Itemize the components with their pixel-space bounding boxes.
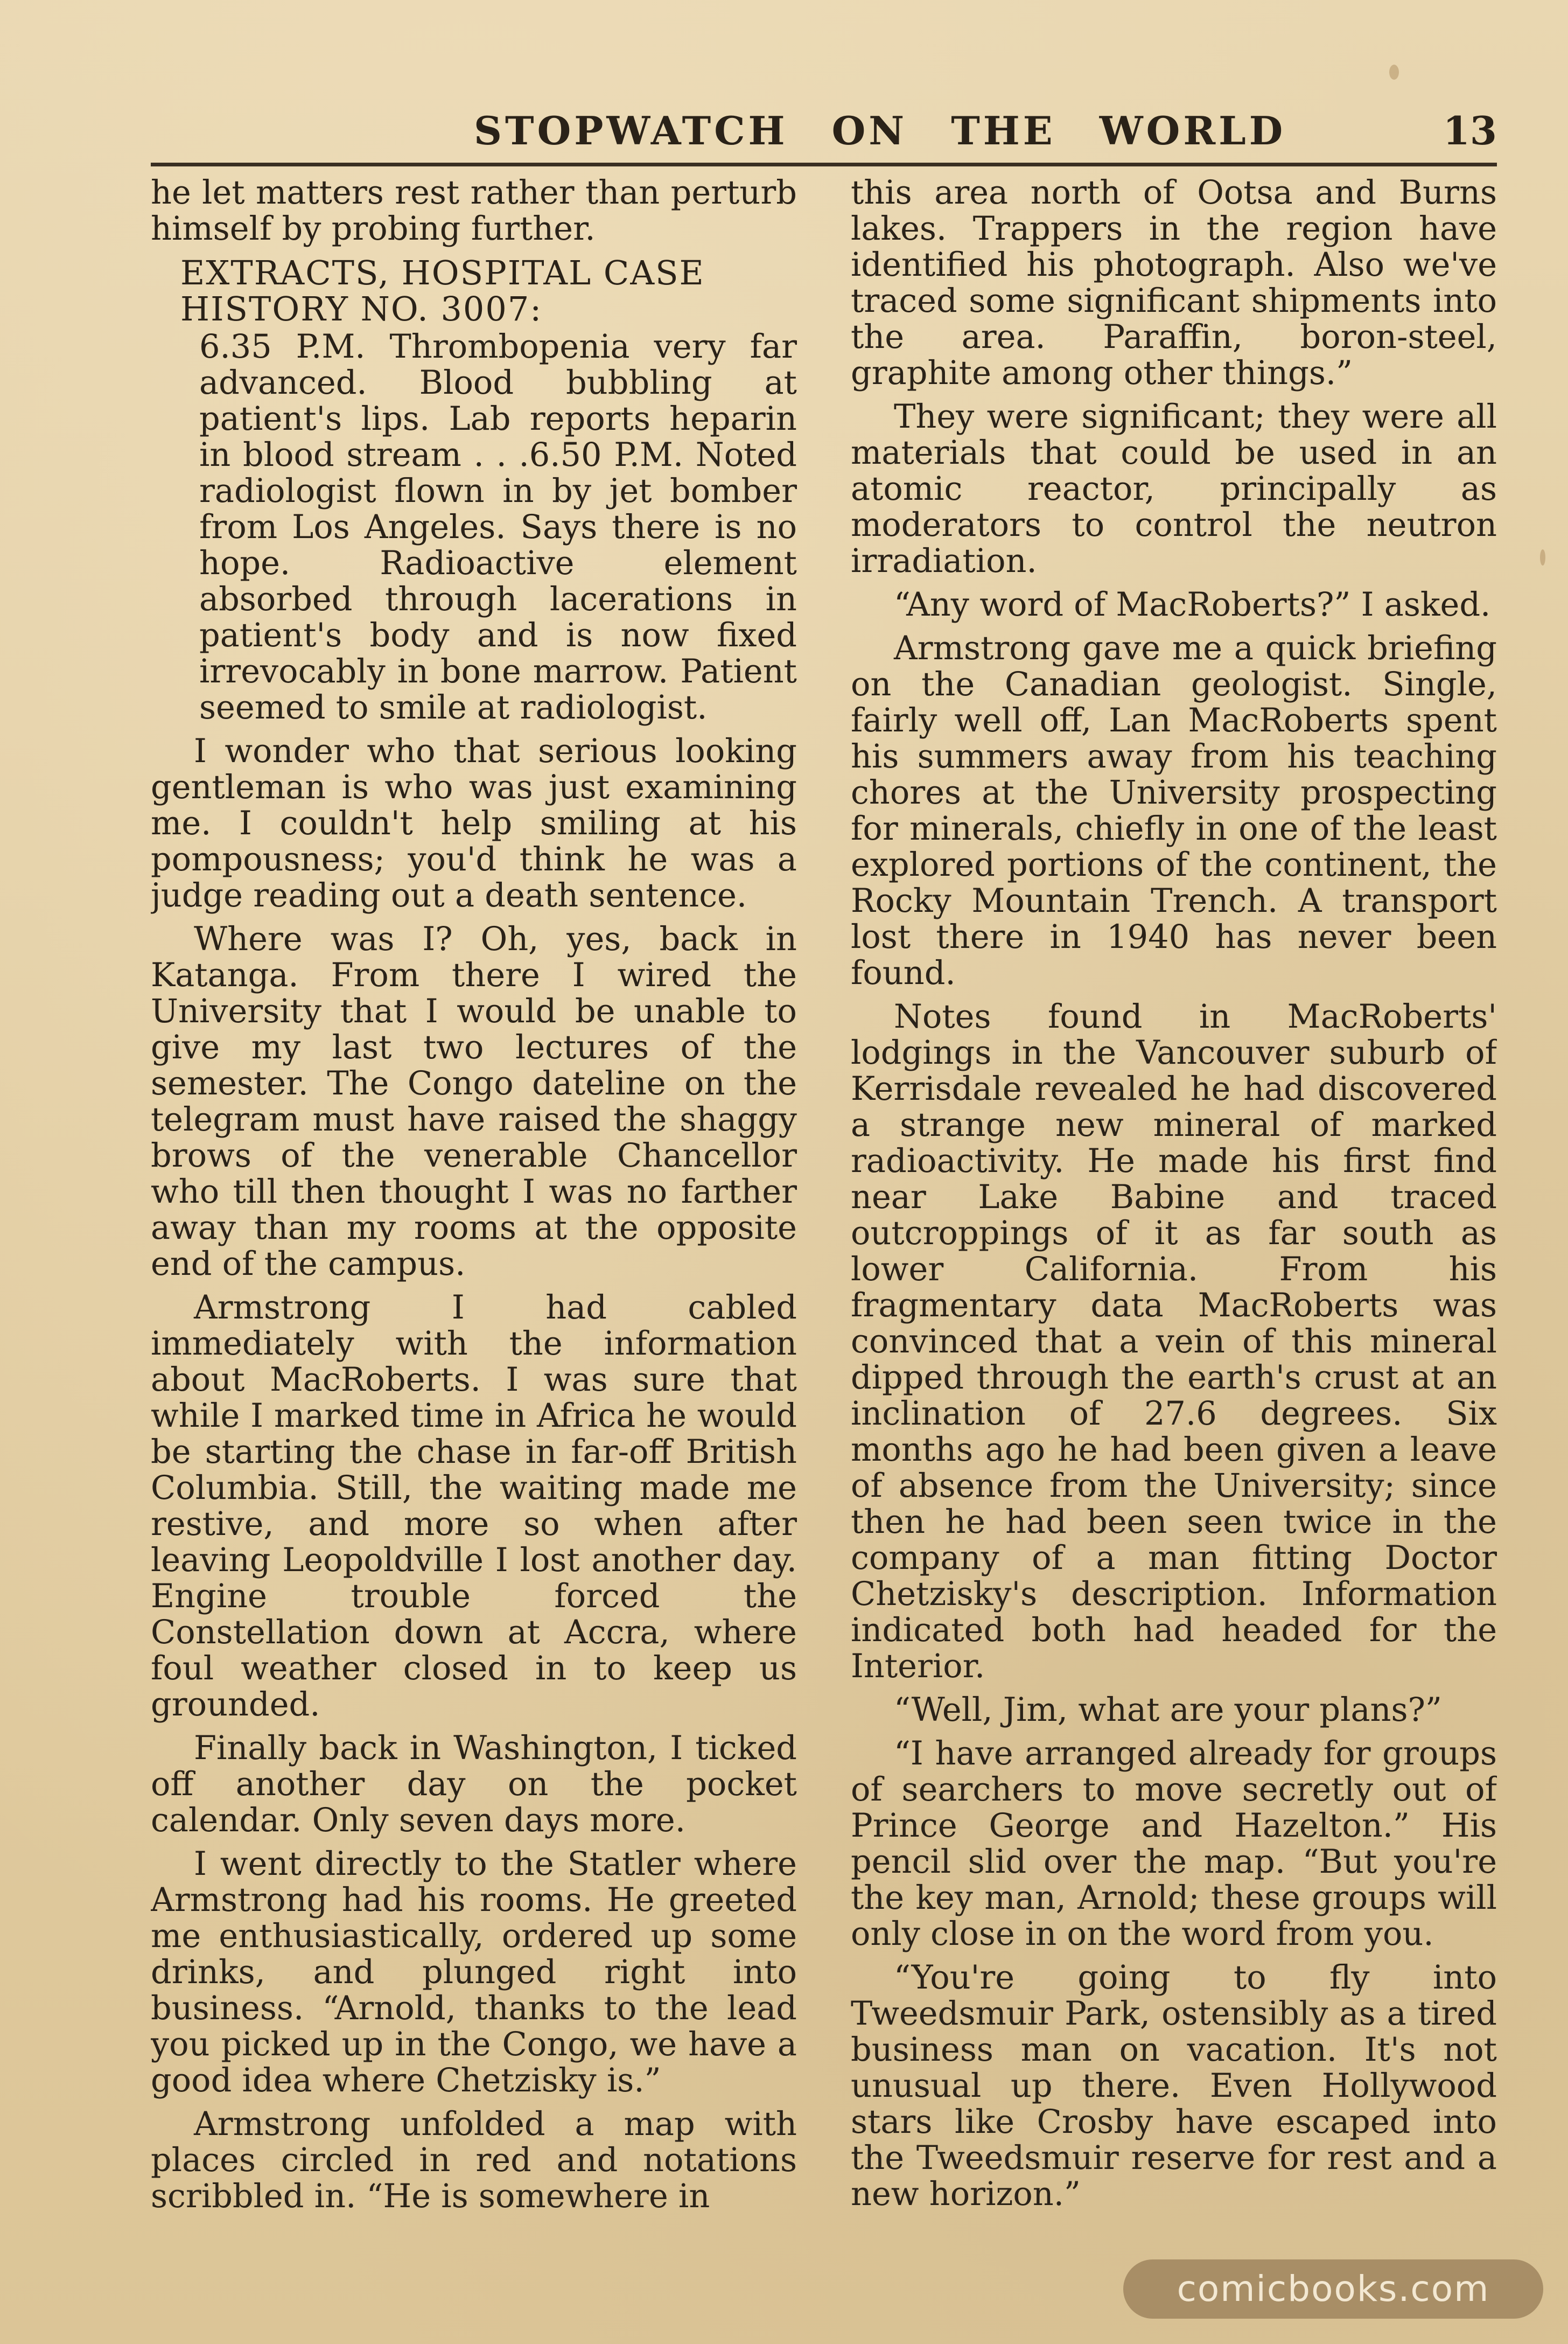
paragraph: this area north of Ootsa and Burns lakes. Trappers in the region have identified his photograph. Also we've traced some significant shipments into the area. Paraffin, boron-steel, graphite among other things.”	[851, 175, 1497, 392]
paragraph: I wonder who that serious looking gentleman is who was just examining me. I couldn't help smiling at his pompousness; you'd think he was a judge reading out a death sentence.	[151, 732, 797, 915]
page-header	[474, 108, 1497, 162]
paragraph: “You're going to fly into Tweedsmuir Park, ostensibly as a tired business man on vacation. It's not unusual up there. Even Hollywood stars like Crosby have escaped into the Tweedsmuir reserve for rest and a new horizon.”	[851, 1959, 1497, 2213]
paragraph: “Any word of MacRoberts?” I asked.	[894, 586, 1491, 624]
paragraph: Armstrong unfolded a map with places circled in red and notations scribbled in. “He is somewhere in	[151, 2105, 797, 2215]
paragraph: “Well, Jim, what are your plans?”	[894, 1691, 1442, 1729]
paragraph: Finally back in Washington, I ticked off another day on the pocket calendar. Only seven days more.	[151, 1729, 797, 1839]
case-history-heading: EXTRACTS, HOSPITAL CASE HISTORY NO. 3007:	[180, 253, 705, 329]
right-column	[851, 175, 1497, 2265]
case-history-entry: 6.35 P.M. Thrombopenia very far advanced. Blood bubbling at patient's lips. Lab reports heparin in blood stream . . .6.50 P.M. Noted radiologist flown in by jet bomber from Los Angeles. Says there is no hope. Radioactive element absorbed through lacerations in patient's body and is now fixed irrevocably in bone marrow. Patient seemed to smile at radiologist.	[199, 328, 797, 727]
page-number: 13	[1443, 108, 1497, 154]
running-head: STOPWATCH ON THE WORLD	[474, 108, 1286, 154]
watermark: comicbooks.com	[1123, 2259, 1543, 2319]
header-rule	[151, 163, 1497, 166]
paragraph: They were significant; they were all materials that could be used in an atomic reactor, principally as moderators to control the neutron irradiation.	[851, 398, 1497, 580]
paragraph: Armstrong I had cabled immediately with the information about MacRoberts. I was sure that while I marked time in Africa he would be starting the chase in far-off British Columbia. Still, the waiting made me restive, and more so when after leaving Leopoldville I lost another day. Engine trouble forced the Constellation down at Accra, where foul weather closed in to keep us grounded.	[151, 1289, 797, 1724]
paragraph: he let matters rest rather than perturb himself by probing further.	[151, 175, 797, 248]
paragraph: Armstrong gave me a quick briefing on the Canadian geologist. Single, fairly well off, Lan MacRoberts spent his summers away from his teaching chores at the University prospecting for minerals, chiefly in one of the least explored portions of the continent, the Rocky Mountain Trench. A transport lost there in 1940 has never been found.	[851, 630, 1497, 992]
paragraph: Notes found in MacRoberts' lodgings in the Vancouver suburb of Kerrisdale revealed he had discovered a strange new mineral of marked radioactivity. He made his first find near Lake Babine and traced outcroppings of it as far south as lower California. From his fragmentary data MacRoberts was convinced that a vein of this mineral dipped through the earth's crust at an inclination of 27.6 degrees. Six months ago he had been given a leave of absence from the University; since then he had been seen twice in the company of a man fitting Doctor Chetzisky's description. Information indicated both had headed for the Interior.	[851, 998, 1497, 1685]
paper-stain	[1389, 65, 1399, 80]
paragraph: I went directly to the Statler where Armstrong had his rooms. He greeted me enthusiastically, ordered up some drinks, and plunged right into business. “Arnold, thanks to the lead you picked up in the Congo, we have a good idea where Chetzisky is.”	[151, 1845, 797, 2099]
paragraph: Where was I? Oh, yes, back in Katanga. From there I wired the University that I would be unable to give my last two lectures of the semester. The Congo dateline on the telegram must have raised the shaggy brows of the venerable Chancellor who till then thought I was no farther away than my rooms at the opposite end of the campus.	[151, 920, 797, 1283]
left-column	[151, 175, 797, 2265]
paragraph: “I have arranged already for groups of searchers to move secretly out of Prince George and Hazelton.” His pencil slid over the map. “But you're the key man, Arnold; these groups will only close in on the word from you.	[851, 1735, 1497, 1953]
paper-stain	[1540, 549, 1545, 566]
